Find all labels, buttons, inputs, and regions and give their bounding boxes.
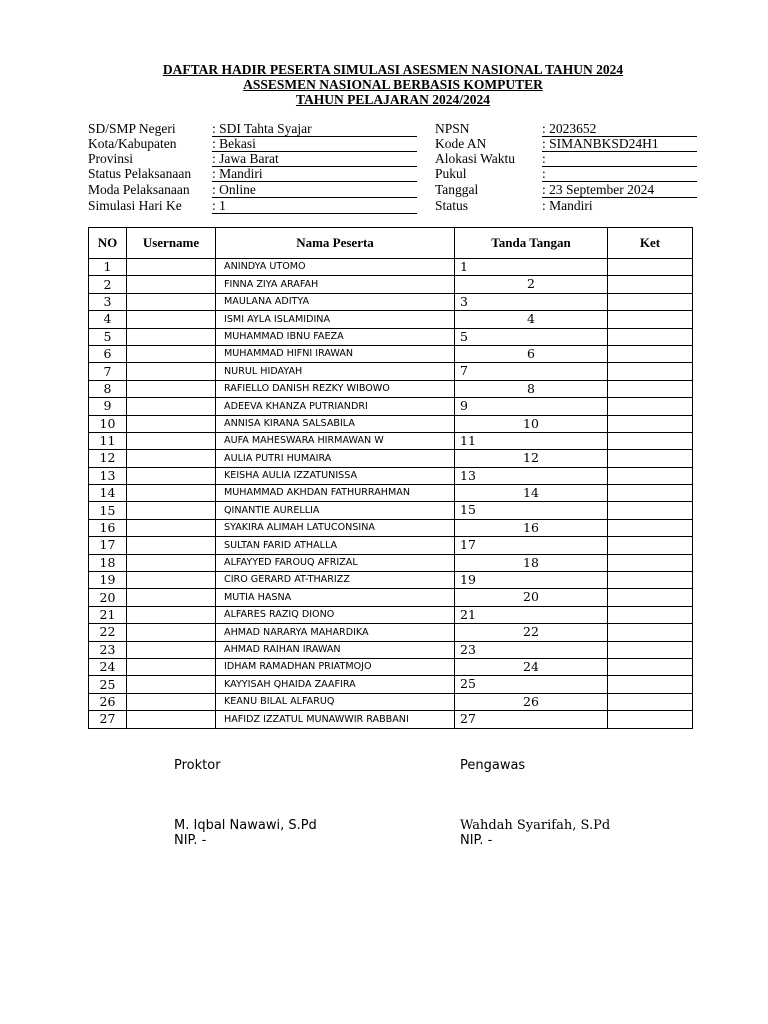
table-row	[89, 693, 693, 710]
row-number: 10	[89, 415, 127, 432]
row-ket	[608, 328, 693, 345]
row-student-name: KEANU BILAL ALFARUQ	[216, 693, 455, 710]
row-number: 2	[89, 276, 127, 293]
row-username	[127, 658, 216, 675]
table-row	[89, 676, 693, 693]
row-number: 18	[89, 554, 127, 571]
header-tanda-tangan: Tanda Tangan	[455, 228, 608, 259]
row-signature: 1	[455, 259, 608, 276]
row-number: 19	[89, 572, 127, 589]
row-ket	[608, 676, 693, 693]
table-row	[89, 606, 693, 623]
row-student-name: IDHAM RAMADHAN PRIATMOJO	[216, 658, 455, 675]
row-signature: 14	[455, 485, 608, 502]
row-student-name: AHMAD RAIHAN IRAWAN	[216, 641, 455, 658]
row-student-name: HAFIDZ IZZATUL MUNAWWIR RABBANI	[216, 711, 455, 728]
row-ket	[608, 415, 693, 432]
row-signature: 24	[455, 658, 608, 675]
row-username	[127, 415, 216, 432]
header-ket: Ket	[608, 228, 693, 259]
info-label-tanggal: Tanggal	[435, 182, 479, 197]
row-signature: 17	[455, 537, 608, 554]
table-row	[89, 293, 693, 310]
row-username	[127, 693, 216, 710]
row-student-name: CIRO GERARD AT-THARIZZ	[216, 572, 455, 589]
table-row	[89, 554, 693, 571]
info-value-province: : Jawa Barat	[212, 151, 417, 167]
row-student-name: RAFIELLO DANISH REZKY WIBOWO	[216, 380, 455, 397]
info-label-city: Kota/Kabupaten	[88, 136, 177, 151]
header-no: NO	[89, 228, 127, 259]
info-value-school: : SDI Tahta Syajar	[212, 121, 417, 137]
row-signature: 20	[455, 589, 608, 606]
document-title-line2: ASSESMEN NASIONAL BERBASIS KOMPUTER	[243, 77, 543, 92]
row-ket	[608, 572, 693, 589]
row-number: 23	[89, 641, 127, 658]
info-value-hari: : 1	[212, 198, 417, 214]
row-ket	[608, 450, 693, 467]
row-username	[127, 363, 216, 380]
row-student-name: ADEEVA KHANZA PUTRIANDRI	[216, 398, 455, 415]
row-signature: 2	[455, 276, 608, 293]
table-row	[89, 624, 693, 641]
row-number: 24	[89, 658, 127, 675]
info-value-status-pelaksanaan: : Mandiri	[212, 166, 417, 182]
row-signature: 27	[455, 711, 608, 728]
row-signature: 19	[455, 572, 608, 589]
row-signature: 26	[455, 693, 608, 710]
row-username	[127, 380, 216, 397]
row-number: 22	[89, 624, 127, 641]
row-username	[127, 259, 216, 276]
row-number: 20	[89, 589, 127, 606]
row-student-name: ANINDYA UTOMO	[216, 259, 455, 276]
row-number: 25	[89, 676, 127, 693]
row-username	[127, 432, 216, 449]
table-header-row	[89, 228, 693, 259]
row-student-name: NURUL HIDAYAH	[216, 363, 455, 380]
row-ket	[608, 502, 693, 519]
row-signature: 8	[455, 380, 608, 397]
row-ket	[608, 693, 693, 710]
row-number: 1	[89, 259, 127, 276]
table-row	[89, 415, 693, 432]
row-number: 11	[89, 432, 127, 449]
table-row	[89, 711, 693, 728]
header-username: Username	[127, 228, 216, 259]
table-row	[89, 328, 693, 345]
row-ket	[608, 537, 693, 554]
row-number: 26	[89, 693, 127, 710]
row-student-name: SYAKIRA ALIMAH LATUCONSINA	[216, 519, 455, 536]
row-signature: 18	[455, 554, 608, 571]
row-username	[127, 572, 216, 589]
table-row	[89, 658, 693, 675]
row-number: 16	[89, 519, 127, 536]
row-ket	[608, 519, 693, 536]
row-ket	[608, 485, 693, 502]
row-ket	[608, 259, 693, 276]
row-ket	[608, 380, 693, 397]
table-row	[89, 641, 693, 658]
row-number: 6	[89, 345, 127, 362]
row-signature: 13	[455, 467, 608, 484]
info-value-alokasi: :	[542, 151, 697, 167]
info-value-pukul: :	[542, 166, 697, 182]
row-username	[127, 537, 216, 554]
row-number: 14	[89, 485, 127, 502]
row-username	[127, 641, 216, 658]
row-student-name: ALFAYYED FAROUQ AFRIZAL	[216, 554, 455, 571]
row-student-name: AULIA PUTRI HUMAIRA	[216, 450, 455, 467]
row-number: 12	[89, 450, 127, 467]
pengawas-label: Pengawas	[460, 758, 526, 773]
row-username	[127, 502, 216, 519]
row-student-name: MUHAMMAD IBNU FAEZA	[216, 328, 455, 345]
table-row	[89, 589, 693, 606]
info-label-kode-an: Kode AN	[435, 136, 487, 151]
row-signature: 11	[455, 432, 608, 449]
row-number: 5	[89, 328, 127, 345]
row-student-name: KAYYISAH QHAIDA ZAAFIRA	[216, 676, 455, 693]
info-label-province: Provinsi	[88, 151, 134, 166]
table-row	[89, 467, 693, 484]
row-ket	[608, 363, 693, 380]
row-username	[127, 676, 216, 693]
row-ket	[608, 589, 693, 606]
row-student-name: FINNA ZIYA ARAFAH	[216, 276, 455, 293]
row-username	[127, 485, 216, 502]
row-student-name: MUHAMMAD HIFNI IRAWAN	[216, 345, 455, 362]
info-label-npsn: NPSN	[435, 121, 470, 136]
info-label-alokasi: Alokasi Waktu	[435, 151, 516, 166]
info-label-pukul: Pukul	[435, 166, 467, 181]
table-row	[89, 537, 693, 554]
row-number: 9	[89, 398, 127, 415]
row-signature: 4	[455, 311, 608, 328]
row-username	[127, 624, 216, 641]
row-signature: 16	[455, 519, 608, 536]
info-label-status: Status	[435, 198, 469, 213]
row-username	[127, 398, 216, 415]
row-signature: 9	[455, 398, 608, 415]
row-student-name: ALFARES RAZIQ DIONO	[216, 606, 455, 623]
row-student-name: ISMI AYLA ISLAMIDINA	[216, 311, 455, 328]
info-value-status: : Mandiri	[542, 198, 593, 213]
row-username	[127, 311, 216, 328]
row-ket	[608, 345, 693, 362]
info-value-tanggal: : 23 September 2024	[542, 182, 697, 198]
table-row	[89, 345, 693, 362]
row-username	[127, 345, 216, 362]
row-student-name: MUTIA HASNA	[216, 589, 455, 606]
info-value-kode-an: : SIMANBKSD24H1	[542, 136, 697, 152]
table-row	[89, 572, 693, 589]
row-ket	[608, 311, 693, 328]
document-title-line3: TAHUN PELAJARAN 2024/2024	[295, 92, 490, 107]
info-value-moda: : Online	[212, 182, 417, 198]
info-label-school: SD/SMP Negeri	[88, 121, 176, 136]
row-student-name: AUFA MAHESWARA HIRMAWAN W	[216, 432, 455, 449]
table-row	[89, 502, 693, 519]
row-signature: 3	[455, 293, 608, 310]
row-ket	[608, 606, 693, 623]
info-value-city: : Bekasi	[212, 136, 417, 152]
row-ket	[608, 554, 693, 571]
row-student-name: KEISHA AULIA IZZATUNISSA	[216, 467, 455, 484]
row-ket	[608, 293, 693, 310]
row-number: 27	[89, 711, 127, 728]
row-signature: 7	[455, 363, 608, 380]
header-nama-peserta: Nama Peserta	[216, 228, 455, 259]
row-number: 8	[89, 380, 127, 397]
table-row	[89, 311, 693, 328]
row-username	[127, 276, 216, 293]
row-username	[127, 711, 216, 728]
row-number: 13	[89, 467, 127, 484]
row-ket	[608, 398, 693, 415]
row-student-name: AHMAD NARARYA MAHARDIKA	[216, 624, 455, 641]
info-label-hari: Simulasi Hari Ke	[88, 198, 182, 213]
proktor-nip: NIP. -	[174, 833, 207, 848]
table-row	[89, 276, 693, 293]
row-signature: 23	[455, 641, 608, 658]
table-row	[89, 485, 693, 502]
row-ket	[608, 432, 693, 449]
row-student-name: MUHAMMAD AKHDAN FATHURRAHMAN	[216, 485, 455, 502]
row-signature: 15	[455, 502, 608, 519]
info-value-npsn: : 2023652	[542, 121, 697, 137]
row-student-name: MAULANA ADITYA	[216, 293, 455, 310]
row-ket	[608, 467, 693, 484]
row-username	[127, 293, 216, 310]
row-signature: 6	[455, 345, 608, 362]
row-student-name: QINANTIE AURELLIA	[216, 502, 455, 519]
table-row	[89, 363, 693, 380]
row-ket	[608, 711, 693, 728]
row-student-name: ANNISA KIRANA SALSABILA	[216, 415, 455, 432]
table-row	[89, 259, 693, 276]
row-username	[127, 606, 216, 623]
pengawas-nip: NIP. -	[460, 833, 493, 848]
row-signature: 25	[455, 676, 608, 693]
row-username	[127, 554, 216, 571]
row-username	[127, 589, 216, 606]
row-student-name: SULTAN FARID ATHALLA	[216, 537, 455, 554]
row-number: 7	[89, 363, 127, 380]
table-row	[89, 398, 693, 415]
table-row	[89, 450, 693, 467]
table-row	[89, 432, 693, 449]
table-row	[89, 519, 693, 536]
row-signature: 22	[455, 624, 608, 641]
info-label-status-pelaksanaan: Status Pelaksanaan	[88, 166, 192, 181]
row-signature: 12	[455, 450, 608, 467]
row-number: 15	[89, 502, 127, 519]
row-signature: 21	[455, 606, 608, 623]
info-label-moda: Moda Pelaksanaan	[88, 182, 190, 197]
pengawas-name: Wahdah Syarifah, S.Pd	[460, 818, 611, 833]
row-number: 17	[89, 537, 127, 554]
row-ket	[608, 276, 693, 293]
row-signature: 5	[455, 328, 608, 345]
attendance-table	[88, 227, 693, 729]
row-ket	[608, 624, 693, 641]
row-username	[127, 450, 216, 467]
row-number: 4	[89, 311, 127, 328]
row-number: 3	[89, 293, 127, 310]
row-ket	[608, 658, 693, 675]
proktor-name: M. Iqbal Nawawi, S.Pd	[174, 818, 317, 833]
row-username	[127, 328, 216, 345]
table-row	[89, 380, 693, 397]
row-number: 21	[89, 606, 127, 623]
row-ket	[608, 641, 693, 658]
row-username	[127, 467, 216, 484]
document-title-line1: DAFTAR HADIR PESERTA SIMULASI ASESMEN NASIONAL TAHUN 2024	[162, 62, 624, 77]
row-username	[127, 519, 216, 536]
proktor-label: Proktor	[174, 758, 221, 773]
row-signature: 10	[455, 415, 608, 432]
